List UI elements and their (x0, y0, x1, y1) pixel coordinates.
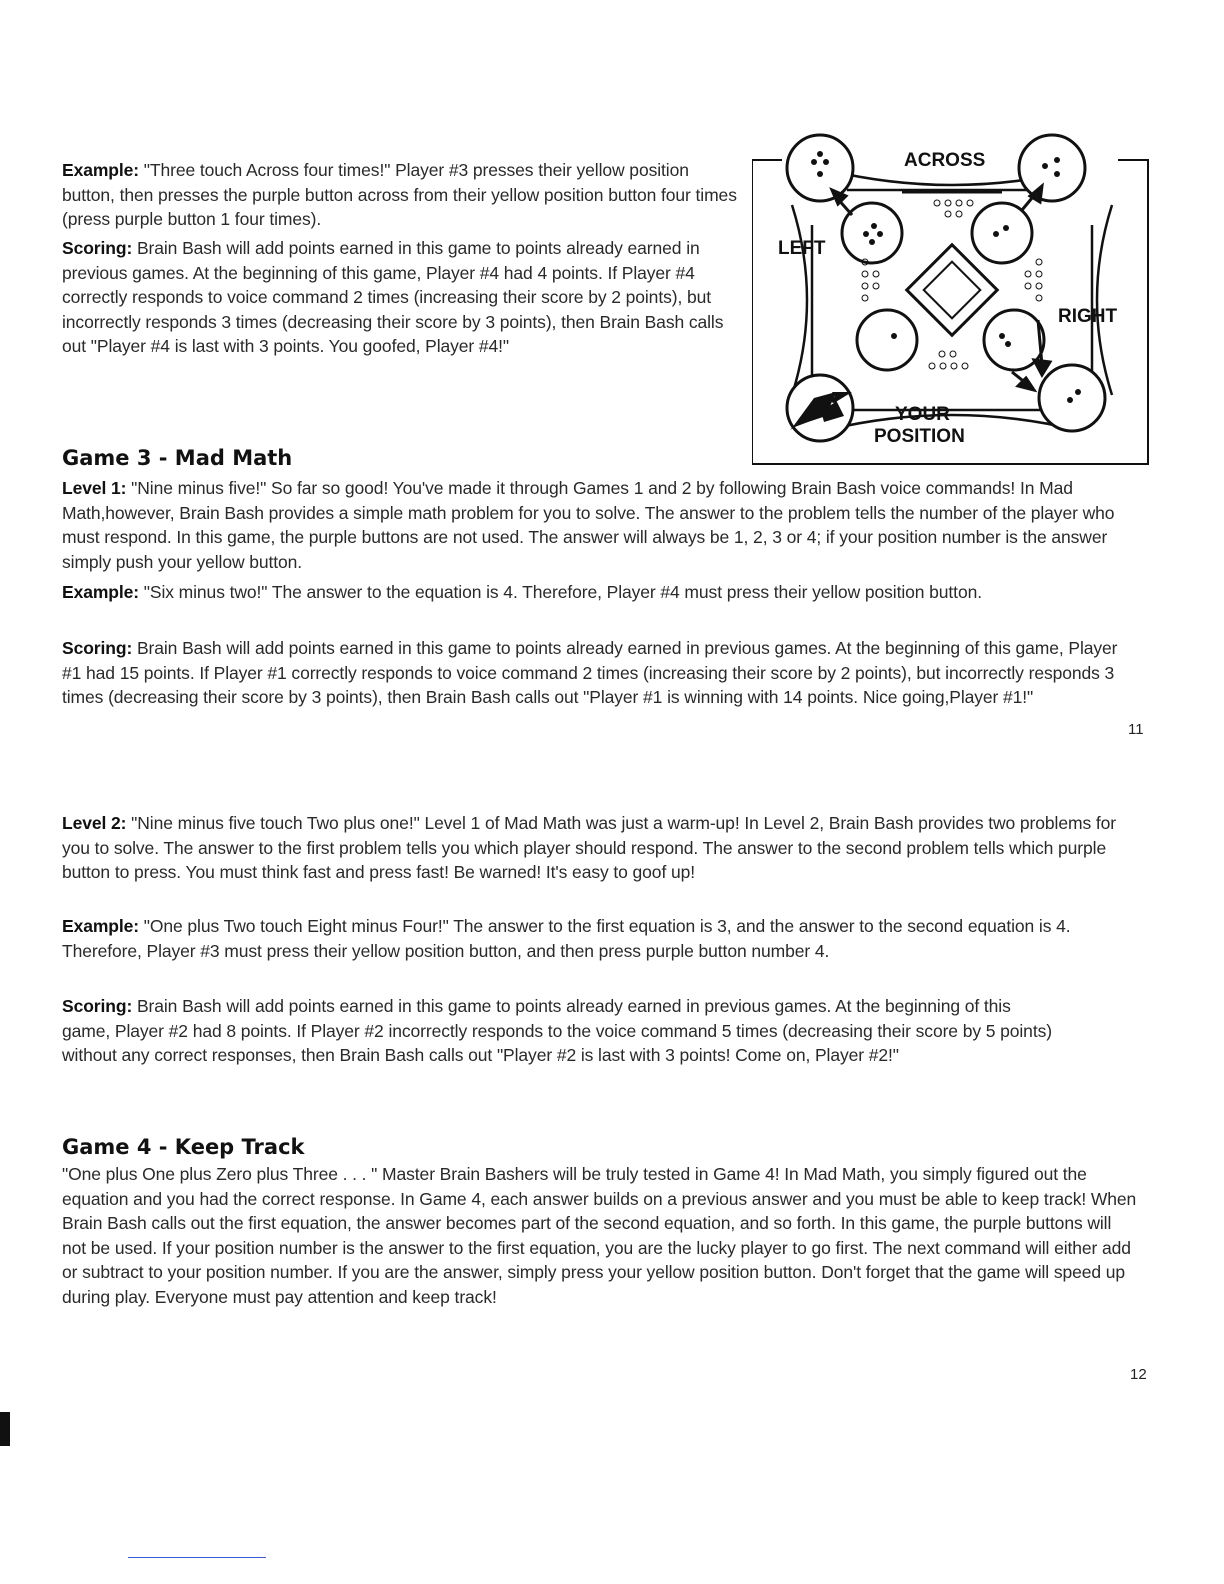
example1-label: Example: (62, 582, 140, 602)
game3-example1-paragraph (62, 580, 1062, 605)
scan-edge-mark (0, 1412, 10, 1446)
game3-level1-paragraph (62, 476, 1140, 574)
level1-text: "Nine minus five!" So far so good! You've made it through Games 1 and 2 by following Brain Bash voice commands! In Mad Math,however, Brain Bash provides a simple math problem for you to solve. The answer to the problem tells the number of the player who must respond. In this game, the purple buttons are not used. The answer will always be 1, 2, 3 or 4; if your position number is the answer simply push your yellow button. (62, 478, 1115, 572)
example-text: "Three touch Across four times!" Player #3 presses their yellow position button, then presses the purple button across from their yellow position button four times (press purple button 1 four times). (62, 160, 737, 229)
game-board-diagram (752, 130, 1152, 470)
example2-label: Example: (62, 916, 140, 936)
left-label: LEFT (778, 238, 826, 259)
scoring1-label: Scoring: (62, 638, 133, 658)
level2-label: Level 2: (62, 813, 127, 833)
right-label: RIGHT (1058, 306, 1118, 327)
example1-text: "Six minus two!" The answer to the equation is 4. Therefore, Player #4 must press their yellow position button. (139, 582, 982, 602)
scoring-text: Brain Bash will add points earned in this game to points already earned in previous games. At the beginning of this game, Player #4 had 4 points. If Player #4 correctly responds to voice command 2 times (increasing their score by 2 points), but incorrectly responds 3 times (decreasing their score by 3 points), then Brain Bash calls out "Player #4 is last with 3 points. You goofed, Player #4!" (62, 238, 724, 356)
game4-heading: Game 4 - Keep Track (62, 1135, 305, 1159)
inner-button-bottom-left (857, 310, 917, 370)
corner-button-top-left (787, 135, 853, 201)
scoring2-text: Brain Bash will add points earned in this game to points already earned in previous games. At the beginning of this game, Player #2 had 8 points. If Player #2 incorrectly responds to the voice command 5 times (decreasing their score by 5 points) without any correct responses, then Brain Bash calls out "Player #2 is last with 3 points! Come on, Player #2!" (62, 996, 1052, 1065)
page-number-12: 12 (1130, 1366, 1147, 1383)
your-label: YOUR (895, 404, 950, 425)
corner-button-top-right (1019, 135, 1085, 201)
page-number-11: 11 (1128, 721, 1144, 738)
across-label: ACROSS (904, 150, 986, 171)
example-label: Example: (62, 160, 140, 180)
position-label: POSITION (874, 426, 965, 447)
game3-scoring2-paragraph (62, 994, 1062, 1068)
game3-heading: Game 3 - Mad Math (62, 446, 293, 470)
top-example-paragraph (62, 158, 742, 232)
example2-text: "One plus Two touch Eight minus Four!" The answer to the first equation is 3, and the answer to the second equation is 4. Therefore, Player #3 must press their yellow position button, and then press purple button number 4. (62, 916, 1071, 961)
game3-scoring1-paragraph (62, 636, 1140, 710)
footer-rule (128, 1557, 266, 1558)
game3-level2-paragraph (62, 811, 1140, 885)
level2-text: "Nine minus five touch Two plus one!" Level 1 of Mad Math was just a warm-up! In Level 2, Brain Bash provides two problems for you to solve. The answer to the first problem tells you which player should respond. The answer to the second problem tells which purple button to press. You must think fast and press fast! Be warned! It's easy to goof up! (62, 813, 1116, 882)
scoring-label: Scoring: (62, 238, 133, 258)
top-scoring-paragraph (62, 236, 742, 359)
scoring1-text: Brain Bash will add points earned in this game to points already earned in previous games. At the beginning of this game, Player #1 had 15 points. If Player #1 correctly responds to voice command 2 times (increasing their score by 2 points), but incorrectly responds 3 times (decreasing their score by 3 points), then Brain Bash calls out "Player #1 is winning with 14 points. Nice going,Player #1!" (62, 638, 1118, 707)
inner-button-top-right (972, 203, 1032, 263)
game4-paragraph: "One plus One plus Zero plus Three . . . " Master Brain Bashers will be truly tested in Game 4! In Mad Math, you simply figured out the equation and you had the correct response. In Game 4, each answer builds on a previous answer and you must be able to keep track! When Brain Bash calls out the first equation, the answer becomes part of the second equation, and so forth. In this game, the purple buttons will not be used. If your position number is the answer to the first equation, you are the lucky player to go first. The next command will either add or subtract to your position number. If you are the answer, simply press your yellow position button. Don't forget that the game will speed up during play. Everyone must pay attention and keep track! (62, 1164, 1137, 1307)
game3-example2-paragraph (62, 914, 1140, 963)
scoring2-label: Scoring: (62, 996, 133, 1016)
level1-label: Level 1: (62, 478, 127, 498)
